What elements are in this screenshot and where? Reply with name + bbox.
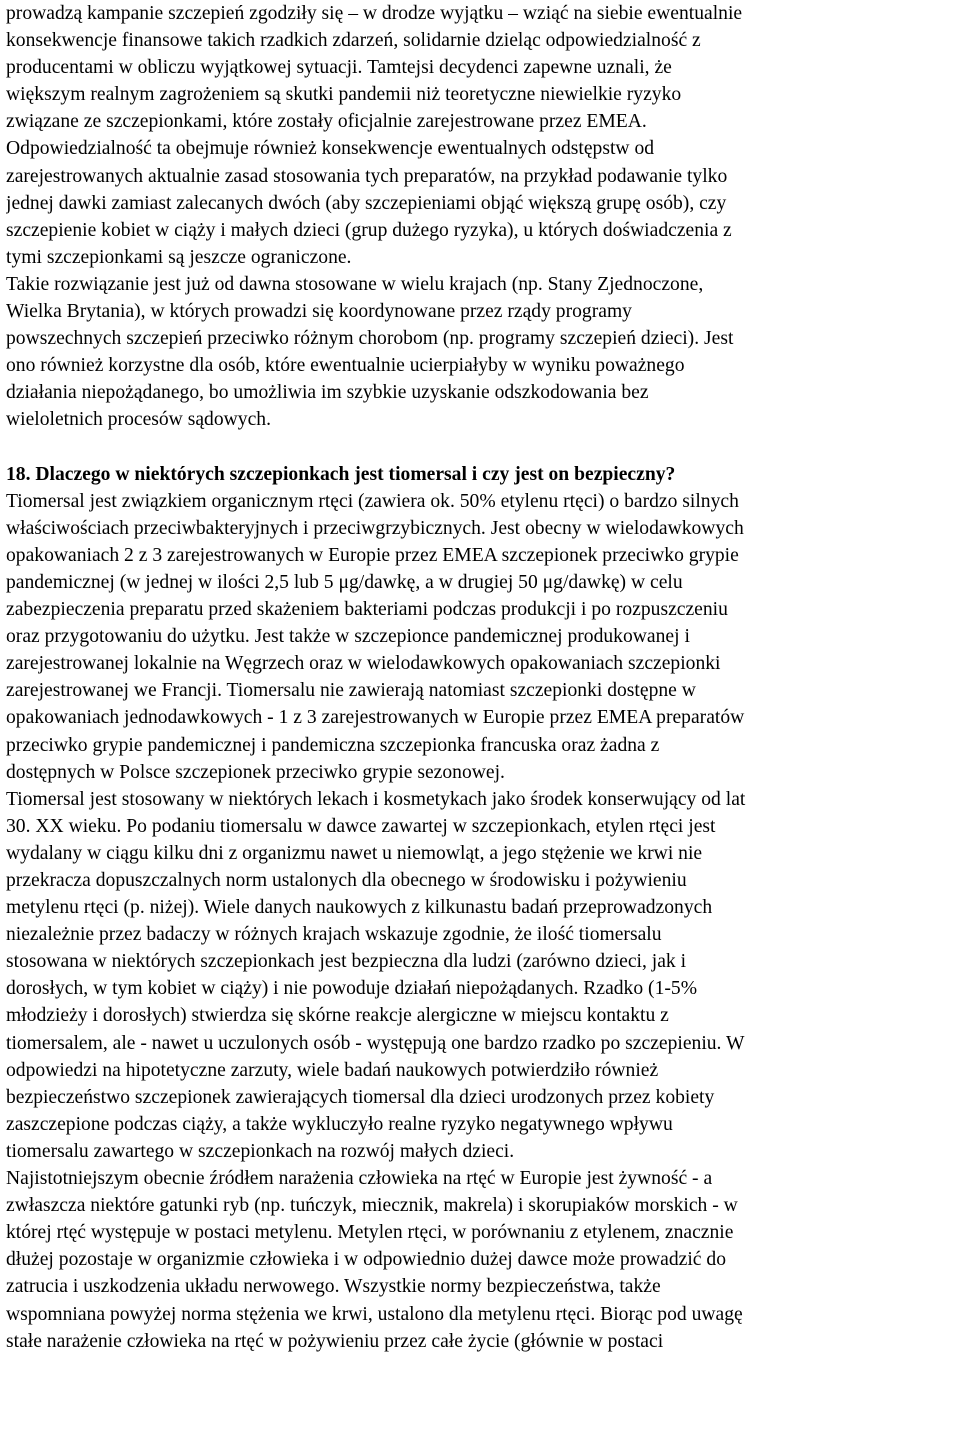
text-line: dłużej pozostaje w organizmie człowieka i w odpowiednio dużej dawce może prowadzić do (6, 1249, 726, 1271)
text-line: stosowana w niektórych szczepionkach jest bezpieczna dla ludzi (zarówno dzieci, jak i (6, 951, 687, 973)
text-line: dostępnych w Polsce szczepionek przeciwko grypie sezonowej. (6, 761, 505, 783)
text-line: zarejestrowanej lokalnie na Węgrzech oraz w wielodawkowych opakowaniach szczepionki (6, 653, 721, 675)
text-line: tiomersalem, ale - nawet u uczulonych osób - występują one bardzo rzadko po szczepieniu. W (6, 1032, 745, 1054)
document-page (6, 0, 958, 1454)
text-line: konsekwencje finansowe takich rzadkich zdarzeń, solidarnie dzieląc odpowiedzialność z (6, 30, 701, 52)
text-line: zarejestrowanej we Francji. Tiomersalu nie zawierają natomiast szczepionki dostępne w (6, 680, 696, 702)
text-line: Odpowiedzialność ta obejmuje również konsekwencje ewentualnych odstępstw od (6, 138, 655, 160)
text-line: tymi szczepionkami są jeszcze ograniczone. (6, 246, 352, 268)
text-line: wieloletnich procesów sądowych. (6, 409, 271, 431)
text-line: zarejestrowanych aktualnie zasad stosowania tych preparatów, na przykład podawanie tylko (6, 165, 728, 187)
text-line: wydalany w ciągu kilku dni z organizmu nawet u niemowląt, a jego stężenie we krwi nie (6, 842, 703, 864)
text-line: Takie rozwiązanie jest już od dawna stosowane w wielu krajach (np. Stany Zjednoczone, (6, 273, 704, 295)
text-line: przekracza dopuszczalnych norm ustalonych dla obecnego w środowisku i pożywieniu (6, 870, 687, 891)
text-line: młodzieży i dorosłych) stwierdza się skórne reakcje alergiczne w miejscu kontaktu z (6, 1005, 669, 1027)
text-line: Tiomersal jest stosowany w niektórych lekach i kosmetykach jako środek konserwujący od lat (6, 788, 746, 810)
section-heading: 18. Dlaczego w niektórych szczepionkach jest tiomersal i czy jest on bezpieczny? (6, 463, 676, 485)
text-line: zabezpieczenia preparatu przed skażeniem bakteriami podczas produkcji i po rozpuszczeniu (6, 599, 728, 621)
text-line: powszechnych szczepień przeciwko różnym chorobom (np. programy szczepień dzieci). Jest (6, 328, 734, 350)
text-line: opakowaniach jednodawkowych - 1 z 3 zarejestrowanych w Europie przez EMEA preparatów (6, 707, 745, 729)
text-line: przeciwko grypie pandemicznej i pandemiczna szczepionka francuska oraz żadna z (6, 734, 660, 756)
text-line: zwłaszcza niektóre gatunki ryb (np. tuńczyk, miecznik, makrela) i skorupiaków morskich - w (6, 1195, 738, 1217)
text-line: metylenu rtęci (p. niżej). Wiele danych naukowych z kilkunastu badań przeprowadzonych (6, 897, 713, 919)
text-line: pandemicznej (w jednej w ilości 2,5 lub 5 μg/dawkę, a w drugiej 50 μg/dawkę) w celu (6, 571, 683, 593)
text-line: wspomniana powyżej norma stężenia we krwi, ustalono dla metylenu rtęci. Biorąc pod uwagę (6, 1303, 743, 1325)
text-line: prowadzą kampanie szczepień zgodziły się – w drodze wyjątku – wziąć na siebie ewentualnie (6, 3, 743, 24)
paragraph-gap (6, 434, 958, 461)
text-line: niezależnie przez badaczy w różnych krajach wskazuje zgodnie, że ilość tiomersalu (6, 924, 662, 946)
text-line: ono również korzystne dla osób, które ewentualnie ucierpiałyby w wyniku poważnego (6, 355, 685, 377)
paragraph-block-liability (6, 0, 958, 434)
text-line: zaszczepione podczas ciąży, a także wykluczyło realne ryzyko negatywnego wpływu (6, 1113, 673, 1135)
text-line: Wielka Brytania), w których prowadzi się koordynowane przez rządy programy (6, 301, 632, 323)
text-line: związane ze szczepionkami, które zostały oficjalnie zarejestrowane przez EMEA. (6, 111, 647, 133)
text-line: Najistotniejszym obecnie źródłem narażenia człowieka na rtęć w Europie jest żywność - a (6, 1168, 713, 1190)
text-line: oraz przygotowaniu do użytku. Jest także w szczepionce pandemicznej produkowanej i (6, 626, 690, 648)
text-line: dorosłych, w tym kobiet w ciąży) i nie powoduje działań niepożądanych. Rzadko (1-5% (6, 978, 698, 1000)
text-line: działania niepożądanego, bo umożliwia im szybkie uzyskanie odszkodowania bez (6, 382, 649, 404)
text-line: 30. XX wieku. Po podaniu tiomersalu w dawce zawartej w szczepionkach, etylen rtęci jest (6, 815, 716, 837)
text-line: odpowiedzi na hipotetyczne zarzuty, wiele badań naukowych potwierdziło również (6, 1059, 659, 1081)
text-line: producentami w obliczu wyjątkowej sytuacji. Tamtejsi decydenci zapewne uznali, że (6, 57, 672, 79)
text-line: bezpieczeństwo szczepionek zawierających tiomersal dla dzieci urodzonych przez kobiety (6, 1086, 715, 1108)
text-line: większym realnym zagrożeniem są skutki pandemii niż teoretyczne niewielkie ryzyko (6, 84, 682, 106)
text-line: tiomersalu zawartego w szczepionkach na rozwój małych dzieci. (6, 1140, 515, 1162)
text-line: której rtęć występuje w postaci metylenu. Metylen rtęci, w porównaniu z etylenem, znacznie (6, 1222, 734, 1244)
text-line: Tiomersal jest związkiem organicznym rtęci (zawiera ok. 50% etylenu rtęci) o bardzo silnych (6, 490, 739, 512)
text-line: właściwościach przeciwbakteryjnych i przeciwgrzybicznych. Jest obecny w wielodawkowych (6, 517, 744, 539)
text-line: jednej dawki zamiast zalecanych dwóch (aby szczepieniami objąć większą grupę osób), czy (6, 192, 727, 214)
text-line: szczepienie kobiet w ciąży i małych dzieci (grup dużego ryzyka), u których doświadczenia z (6, 219, 732, 241)
paragraph-block-thiomersal (6, 488, 958, 1355)
text-line: stałe narażenie człowieka na rtęć w pożywieniu przez całe życie (głównie w postaci (6, 1330, 664, 1352)
text-line: opakowaniach 2 z 3 zarejestrowanych w Europie przez EMEA szczepionek przeciwko grypie (6, 544, 739, 566)
text-line: zatrucia i uszkodzenia układu nerwowego. Wszystkie normy bezpieczeństwa, także (6, 1276, 661, 1298)
